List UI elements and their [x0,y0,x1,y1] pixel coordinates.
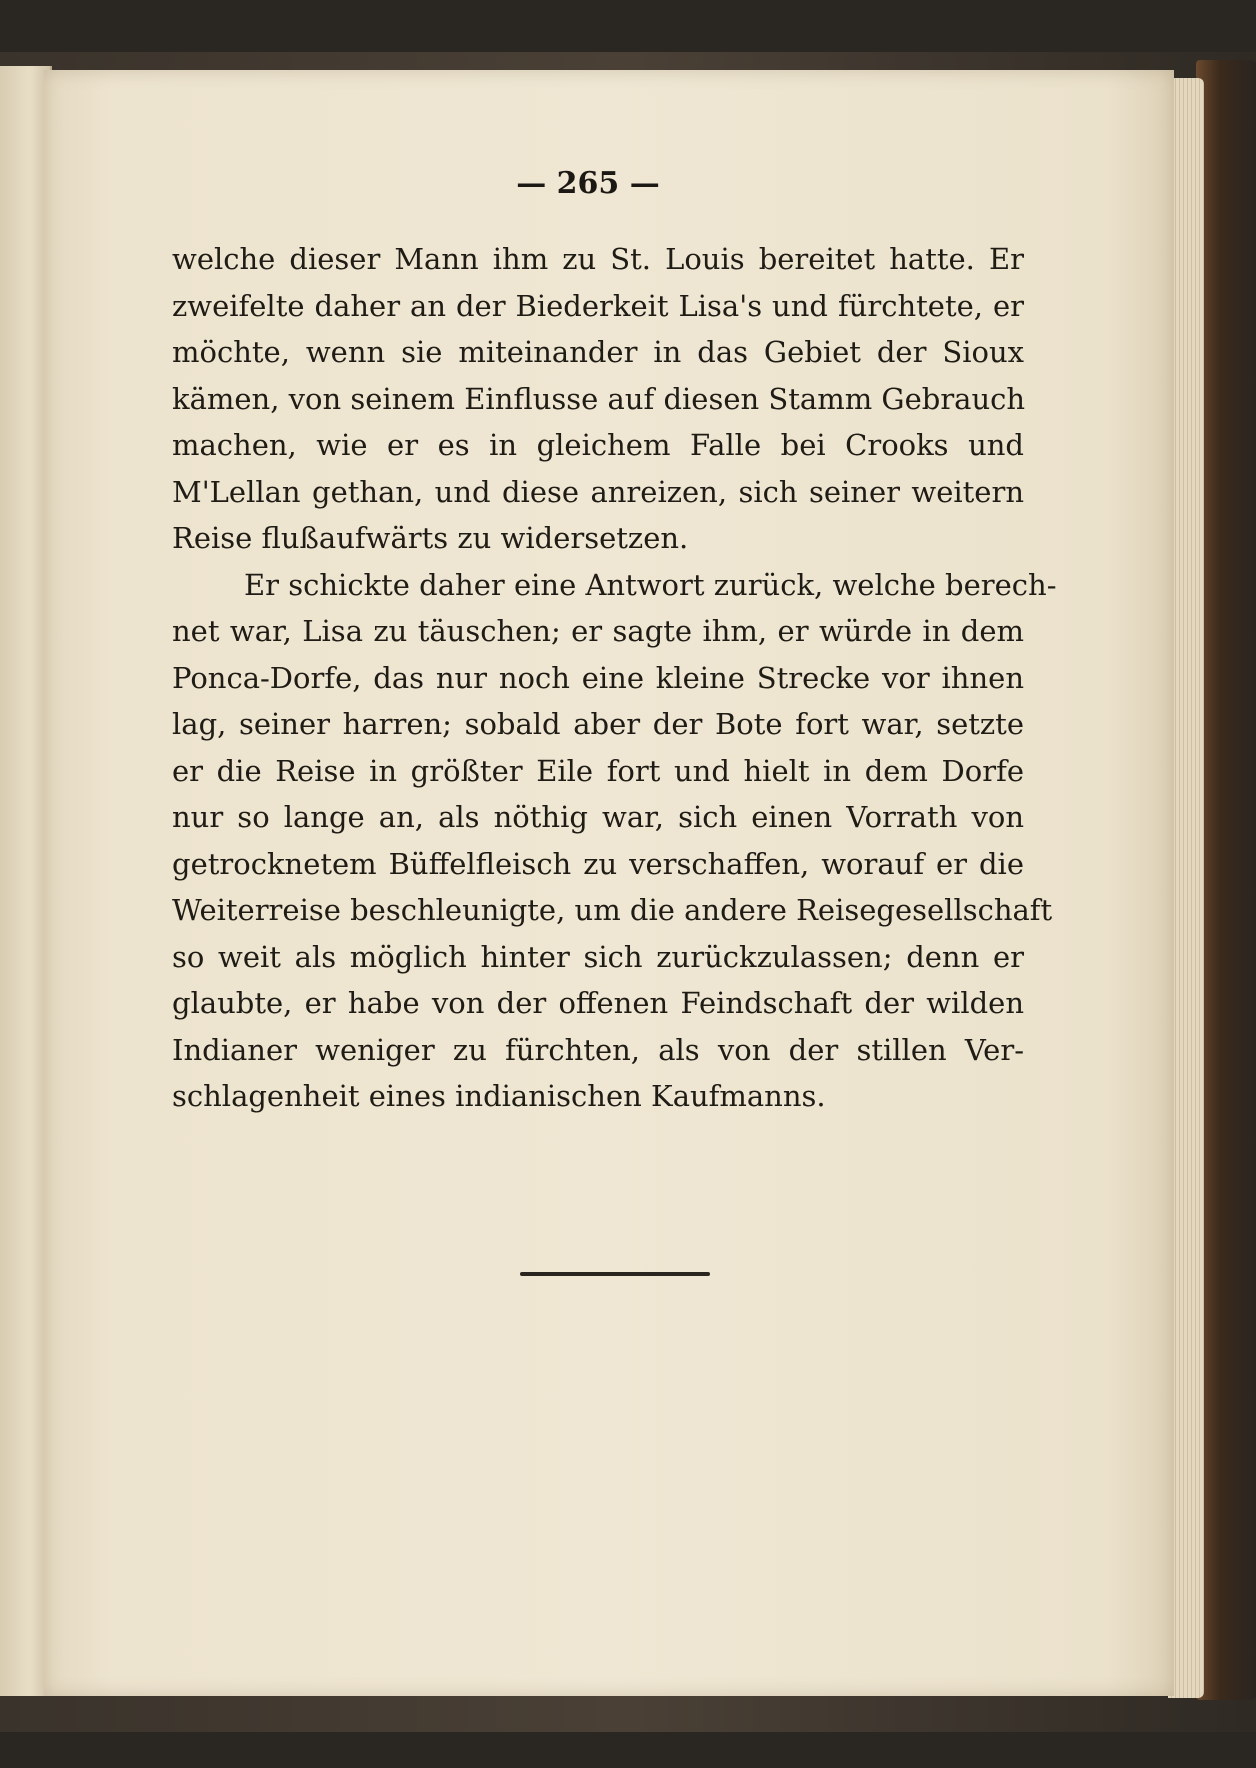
text-line: lag, seiner harren; sobald aber der Bote fort war, setzte [172,707,1024,741]
text-line: nur so lange an, als nöthig war, sich einen Vorrath von [172,800,1024,834]
section-end-rule [520,1272,710,1276]
text-line: Ponca-Dorfe, das nur noch eine kleine Strecke vor ihnen [172,660,1024,695]
text-line: machen, wie er es in gleichem Falle bei Crooks und [172,428,1024,462]
text-line: kämen, von seinem Einflusse auf diesen Stamm Gebrauch [172,381,1026,416]
text-line: M'Lellan gethan, und diese anreizen, sich seiner weitern [172,474,1024,509]
text-line: so weit als möglich hinter sich zurückzulassen; denn er [172,939,1024,974]
paragraph-2 [172,562,1057,1120]
text-line: möchte, wenn sie miteinander in das Gebiet der Sioux [172,335,1024,369]
text-line: getrocknetem Büffelfleisch zu verschaffen, worauf er die [172,846,1024,881]
text-line: Er schickte daher eine Antwort zurück, welche berech- [244,567,1057,602]
text-line: net war, Lisa zu täuschen; er sagte ihm, er würde in dem [172,614,1024,648]
text-line: er die Reise in größter Eile fort und hielt in dem Dorfe [172,753,1024,788]
text-line: zweifelte daher an der Biederkeit Lisa's und fürchtete, er [172,288,1024,323]
page-number: — 265 — [516,166,660,201]
text-line: Indianer weniger zu fürchten, als von der stillen Ver- [172,1032,1024,1067]
text-line: glaubte, er habe von der offenen Feindschaft der wilden [172,986,1024,1020]
body-text [172,236,1057,1120]
paragraph-1 [172,236,1024,562]
book-spine-right [1196,60,1256,1700]
text-line: schlagenheit eines indianischen Kaufmanns. [172,1079,826,1113]
text-line: welche dieser Mann ihm zu St. Louis bereitet hatte. Er [172,242,1024,276]
text-line: Weiterreise beschleunigte, um die andere Reisegesellschaft [172,893,1053,927]
text-line: Reise flußaufwärts zu widersetzen. [172,521,689,555]
